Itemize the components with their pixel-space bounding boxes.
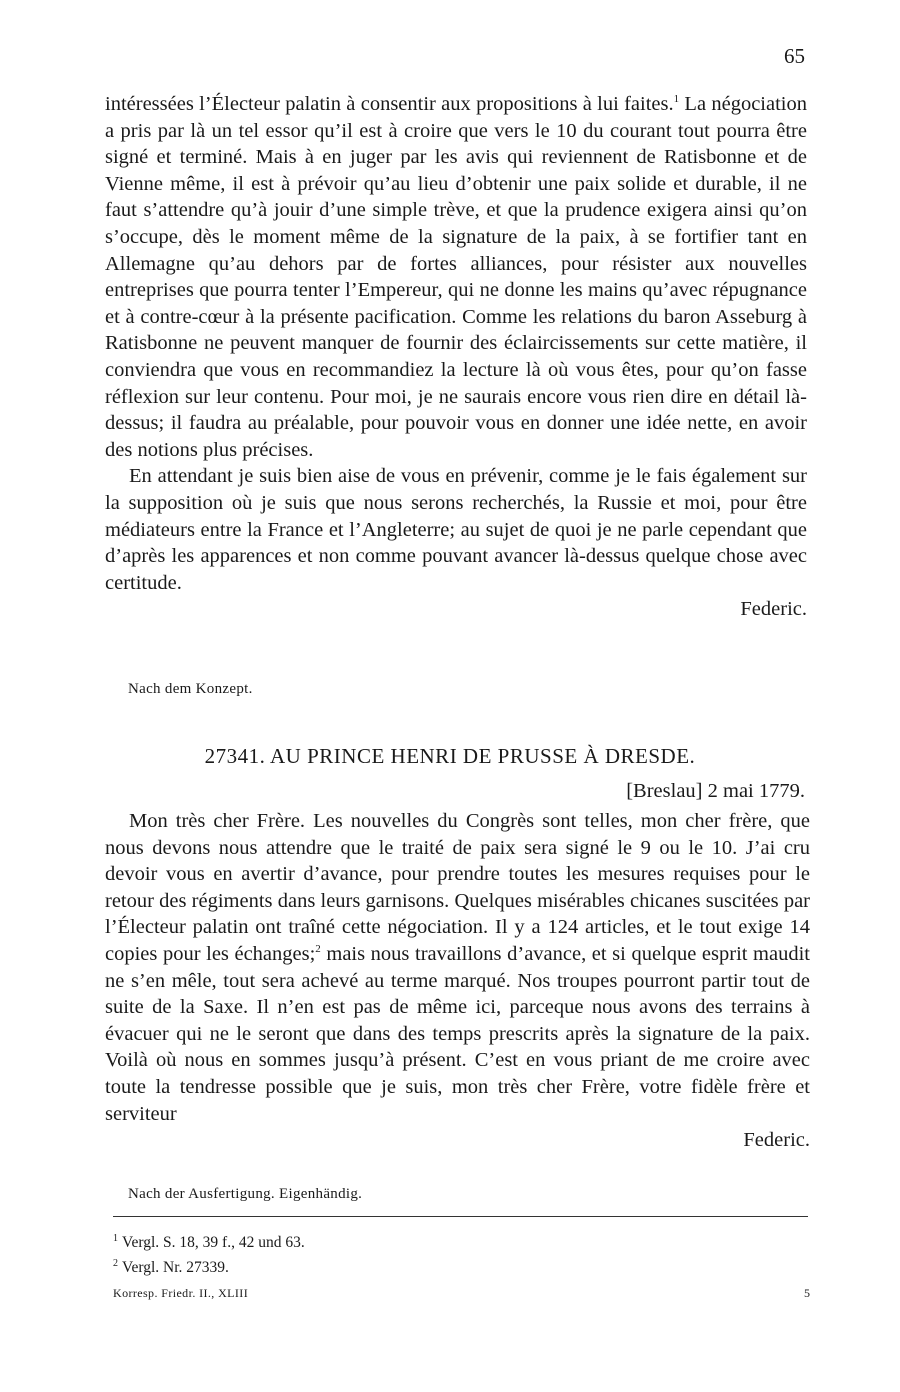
- signature: Federic.: [740, 598, 807, 621]
- footnote: [113, 1228, 305, 1253]
- footnote-marker: 1: [673, 93, 680, 106]
- footnotes: [113, 1228, 305, 1278]
- body-paragraph: [105, 91, 807, 463]
- letter-body: [105, 808, 810, 1154]
- footnote-divider: [113, 1216, 808, 1217]
- footnote-marker: 2: [315, 943, 321, 956]
- footnote-mark: 2: [113, 1258, 118, 1270]
- signature: Federic.: [743, 1129, 810, 1152]
- paragraph-text: La négociation a pris par là un tel essor qu’il est à croire que vers le 10 du courant tout pourra être signé et terminé. Mais à en juger par les avis qui reviennent de Ratisbonne et de Vienne même, il est à prévoir qu’au lieu d’obtenir une paix solide et durable, il ne faut s’attendre qu’à jouir d’une simple trève, et que la prudence exigera ainsi qu’on s’occupe, dès le moment même de la signature de la paix, à se fortifier tant en Allemagne qu’au dehors par de fortes alliances, pour résister aux nouvelles entreprises que pourra tenter l’Empereur, qui ne donne les mains qu’avec répugnance et à contre-cœur à la présente pacification. Comme les relations du baron Asseburg à Ratisbonne ne peuvent manquer de fournir des éclaircissements sur cette matière, il conviendra que vous en recommandiez la lecture là où vous êtes, pour qu’on fasse réflexion sur leur contenu. Pour moi, je ne saurais encore vous rien dire en détail là-dessus; il faudra au préalable, pour pouvoir vous en donner une idée nette, en avoir des notions plus précises.: [105, 93, 807, 461]
- footnote-text: Vergl. S. 18, 39 f., 42 und 63.: [122, 1234, 305, 1252]
- paragraph-text: mais nous travaillons d’avance, et si quelque esprit maudit ne s’en mêle, tout sera achevé au terme marqué. Nos troupes pourront partir tout de suite de la Saxe. Il n’en est pas de même ici, parceque nous avons des terrains à évacuer qui ne le seront que dans des temps prescrits après la signature de la paix. Voilà où nous en sommes jusqu’à présent. C’est en vous priant de me croire avec toute la tendresse possible que je suis, mon très cher Frère, votre fidèle frère et serviteur: [105, 942, 810, 1125]
- letter-continuation: [105, 91, 807, 623]
- paragraph-text: intéressées l’Électeur palatin à consentir aux propositions à lui faites.: [105, 93, 674, 115]
- running-footer: Korresp. Friedr. II., XLIII: [113, 1286, 249, 1300]
- body-paragraph: [105, 808, 810, 1127]
- footnote-text: Vergl. Nr. 27339.: [122, 1259, 229, 1277]
- body-paragraph: En attendant je suis bien aise de vous en prévenir, comme je le fais également sur la supposition où je suis que nous serons recherchés, la Russie et moi, pour être médiateurs entre la France et l’Angleterre; au sujet de quoi je ne parle cependant que d’après les apparences et non comme pouvant avancer là-dessus quelque chose avec certitude.: [105, 465, 807, 594]
- footnote-mark: 1: [113, 1233, 118, 1244]
- letter-heading: 27341. AU PRINCE HENRI DE PRUSSE À DRESDE.: [204, 744, 696, 768]
- source-note: Nach dem Konzept.: [128, 681, 253, 697]
- signature-mark: 5: [804, 1286, 810, 1300]
- paragraph-text: Mon très cher Frère. Les nouvelles du Congrès sont telles, mon cher frère, que nous devons nous attendre que le traité de paix sera signé le 9 ou le 10. J’ai cru devoir vous en avertir d’avance, pour prendre toutes les mesures requises pour le retour des régiments dans leurs garnisons. Quelques misérables chicanes suscitées par l’Électeur palatin ont traîné cette négociation. Il y a 124 articles, et le tout exige 14 copies pour les échanges;: [105, 810, 810, 965]
- source-note: Nach der Ausfertigung. Eigenhändig.: [128, 1186, 363, 1202]
- footnote: [113, 1253, 305, 1278]
- page-number: 65: [784, 44, 805, 68]
- dateline: [Breslau] 2 mai 1779.: [626, 780, 805, 802]
